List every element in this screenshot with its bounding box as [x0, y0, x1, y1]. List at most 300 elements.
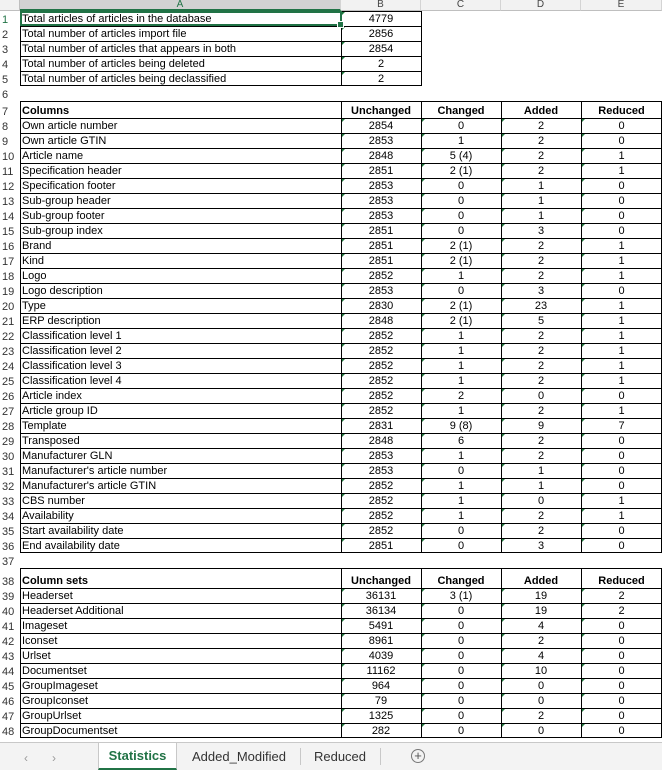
table-cell[interactable]: 4: [501, 618, 581, 633]
row-number[interactable]: 20: [2, 301, 15, 313]
row-number[interactable]: 10: [2, 151, 15, 163]
table-cell[interactable]: 1: [501, 193, 581, 208]
row-number[interactable]: 16: [2, 241, 15, 253]
table-cell[interactable]: 2: [501, 253, 581, 268]
sheet-row: [0, 448, 662, 463]
table-cell[interactable]: 5: [501, 313, 581, 328]
row-label[interactable]: Sub-group footer: [22, 210, 105, 222]
table-cell[interactable]: 0: [581, 618, 662, 633]
table-cell[interactable]: 0: [581, 448, 662, 463]
row-number[interactable]: 48: [2, 726, 15, 738]
table-cell[interactable]: 0: [581, 708, 662, 723]
table-cell[interactable]: 2851: [341, 163, 421, 178]
table-cell[interactable]: 0: [421, 648, 501, 663]
row-label[interactable]: Classification level 4: [22, 375, 122, 387]
table-cell[interactable]: 0: [581, 283, 662, 298]
row-label[interactable]: Article group ID: [22, 405, 98, 417]
table-cell[interactable]: 0: [581, 208, 662, 223]
row-label[interactable]: Specification footer: [22, 180, 116, 192]
table-cell[interactable]: 0: [501, 493, 581, 508]
sheet-row: [0, 723, 662, 738]
table-cell[interactable]: 0: [581, 133, 662, 148]
table-cell[interactable]: 2854: [341, 118, 421, 133]
table-cell[interactable]: 0: [581, 223, 662, 238]
table-header-col-b[interactable]: Unchanged: [351, 575, 411, 587]
row-label[interactable]: Transposed: [22, 435, 80, 447]
table-cell[interactable]: 2: [501, 268, 581, 283]
row-number[interactable]: 18: [2, 271, 15, 283]
table-header-col-c[interactable]: Changed: [437, 575, 485, 587]
row-label[interactable]: Sub-group index: [22, 225, 103, 237]
table-cell[interactable]: 2: [501, 238, 581, 253]
table-cell[interactable]: 0: [581, 463, 662, 478]
sheet-row: [0, 678, 662, 693]
table-cell[interactable]: 4: [501, 648, 581, 663]
row-number[interactable]: 1: [2, 14, 9, 26]
table-cell[interactable]: 2853: [341, 448, 421, 463]
row-label[interactable]: Classification level 3: [22, 360, 122, 372]
row-label[interactable]: Brand: [22, 240, 52, 252]
row-label[interactable]: Headerset: [22, 590, 73, 602]
table-cell[interactable]: 36134: [341, 603, 421, 618]
table-cell[interactable]: 2848: [341, 148, 421, 163]
row-label[interactable]: Sub-group header: [22, 195, 111, 207]
row-label[interactable]: ERP description: [22, 315, 101, 327]
table-cell[interactable]: 2848: [341, 433, 421, 448]
table-cell[interactable]: 0: [581, 678, 662, 693]
sheet-row: [0, 373, 662, 388]
tab-reduced[interactable]: Reduced: [313, 749, 367, 764]
table-cell[interactable]: 2852: [341, 358, 421, 373]
row-number[interactable]: 9: [2, 136, 9, 148]
table-cell[interactable]: 1: [501, 178, 581, 193]
row-label[interactable]: GroupUrlset: [22, 710, 82, 722]
row-number[interactable]: 32: [2, 481, 15, 493]
table-cell[interactable]: 3 (1): [421, 588, 501, 603]
row-label[interactable]: Kind: [22, 255, 45, 267]
table-cell[interactable]: 2852: [341, 493, 421, 508]
row-number[interactable]: 38: [2, 576, 15, 588]
row-label[interactable]: Article index: [22, 390, 82, 402]
table-cell[interactable]: 1: [421, 478, 501, 493]
table-header-col-d[interactable]: Added: [523, 575, 559, 587]
table-cell[interactable]: 1: [421, 358, 501, 373]
row-label[interactable]: Classification level 2: [22, 345, 122, 357]
row-label[interactable]: CBS number: [22, 495, 85, 507]
row-label[interactable]: Own article GTIN: [22, 135, 107, 147]
table-cell[interactable]: 1: [581, 163, 662, 178]
table-cell[interactable]: 1: [421, 328, 501, 343]
row-number[interactable]: 3: [2, 44, 9, 56]
row-number[interactable]: 6: [2, 89, 9, 101]
table-cell[interactable]: 2 (1): [421, 163, 501, 178]
table-cell[interactable]: 0: [421, 193, 501, 208]
table-cell[interactable]: 2: [501, 358, 581, 373]
row-number[interactable]: 19: [2, 286, 15, 298]
table-cell[interactable]: 2830: [341, 298, 421, 313]
table-cell[interactable]: 2831: [341, 418, 421, 433]
summary-value[interactable]: 2: [341, 71, 421, 86]
row-number[interactable]: 14: [2, 211, 15, 223]
table-cell[interactable]: 0: [421, 603, 501, 618]
row-number[interactable]: 27: [2, 406, 15, 418]
table-cell[interactable]: 1: [421, 268, 501, 283]
sheet-row: [0, 708, 662, 723]
table-cell[interactable]: 1: [421, 403, 501, 418]
column-header-c[interactable]: C: [421, 0, 501, 11]
sheet-row: [0, 238, 662, 253]
row-label[interactable]: Iconset: [22, 635, 58, 647]
table-cell[interactable]: 0: [581, 523, 662, 538]
table-cell[interactable]: 2: [501, 328, 581, 343]
table-cell[interactable]: 2: [501, 403, 581, 418]
table-cell[interactable]: 2: [501, 633, 581, 648]
table-cell[interactable]: 1: [501, 208, 581, 223]
sheet-row: [0, 133, 662, 148]
sheet-tab-bar: [0, 742, 662, 770]
table-cell[interactable]: 2: [501, 448, 581, 463]
column-header-d[interactable]: D: [501, 0, 581, 11]
row-label[interactable]: Manufacturer GLN: [22, 450, 113, 462]
table-cell[interactable]: 0: [421, 663, 501, 678]
table-cell[interactable]: 0: [421, 118, 501, 133]
column-header-e[interactable]: E: [581, 0, 662, 11]
row-label[interactable]: Headerset Additional: [22, 605, 124, 617]
table-header-col-d[interactable]: Added: [523, 105, 559, 117]
summary-label[interactable]: Total number of articles being declassified: [22, 73, 227, 85]
table-cell[interactable]: 1: [421, 343, 501, 358]
row-label[interactable]: Type: [22, 300, 46, 312]
table-cell[interactable]: 2853: [341, 178, 421, 193]
row-number[interactable]: 4: [2, 59, 9, 71]
table-cell[interactable]: 2 (1): [421, 238, 501, 253]
table-cell[interactable]: 2852: [341, 388, 421, 403]
row-number[interactable]: 12: [2, 181, 15, 193]
row-number[interactable]: 43: [2, 651, 15, 663]
chevron-right-icon[interactable]: ›: [52, 751, 56, 765]
column-header-b[interactable]: B: [341, 0, 421, 11]
row-number[interactable]: 22: [2, 331, 15, 343]
table-cell[interactable]: 2: [581, 603, 662, 618]
row-number[interactable]: 36: [2, 541, 15, 553]
table-cell[interactable]: 2: [501, 373, 581, 388]
table-cell[interactable]: 1: [581, 358, 662, 373]
table-cell[interactable]: 19: [501, 603, 581, 618]
table-cell[interactable]: 1: [581, 253, 662, 268]
table-cell[interactable]: 2: [501, 433, 581, 448]
row-number[interactable]: 45: [2, 681, 15, 693]
row-label[interactable]: Start availability date: [22, 525, 124, 537]
table-cell[interactable]: 0: [501, 723, 581, 738]
row-number[interactable]: 21: [2, 316, 15, 328]
table-cell[interactable]: 0: [581, 478, 662, 493]
row-number[interactable]: 42: [2, 636, 15, 648]
table-cell[interactable]: 9 (8): [421, 418, 501, 433]
sheet-row: [0, 283, 662, 298]
table-cell[interactable]: 0: [421, 178, 501, 193]
sheet-row: [0, 313, 662, 328]
table-cell[interactable]: 0: [581, 633, 662, 648]
row-label[interactable]: Logo: [22, 270, 47, 282]
row-label[interactable]: GroupImageset: [22, 680, 98, 692]
summary-value[interactable]: 2: [341, 56, 421, 71]
row-number[interactable]: 15: [2, 226, 15, 238]
row-number[interactable]: 37: [2, 556, 15, 568]
table-cell[interactable]: 0: [581, 193, 662, 208]
table-header-col-e[interactable]: Reduced: [598, 105, 645, 117]
row-label[interactable]: Imageset: [22, 620, 68, 632]
sheet-row: [0, 41, 662, 56]
table-cell[interactable]: 0: [501, 678, 581, 693]
table-cell[interactable]: 0: [581, 538, 662, 553]
table-cell[interactable]: 2: [421, 388, 501, 403]
row-label[interactable]: Urlset: [22, 650, 51, 662]
row-label[interactable]: End availability date: [22, 540, 120, 552]
table-cell[interactable]: 1: [421, 373, 501, 388]
tab-separator: [380, 748, 381, 765]
table-cell[interactable]: 1: [581, 313, 662, 328]
table-cell[interactable]: 0: [581, 118, 662, 133]
table-cell[interactable]: 0: [421, 618, 501, 633]
row-number[interactable]: 39: [2, 591, 15, 603]
table-cell[interactable]: 1: [581, 148, 662, 163]
table-cell[interactable]: 5 (4): [421, 148, 501, 163]
table-cell[interactable]: 1: [501, 463, 581, 478]
sheet-row: [0, 508, 662, 523]
table-cell[interactable]: 2852: [341, 373, 421, 388]
table-cell[interactable]: 0: [581, 648, 662, 663]
table-cell[interactable]: 0: [421, 633, 501, 648]
table-cell[interactable]: 2851: [341, 538, 421, 553]
table-cell[interactable]: 2 (1): [421, 253, 501, 268]
column-header-a[interactable]: A: [20, 0, 341, 11]
row-number[interactable]: 11: [2, 166, 14, 178]
row-label[interactable]: Manufacturer's article number: [22, 465, 168, 477]
table-cell[interactable]: 0: [421, 538, 501, 553]
row-label[interactable]: Availability: [22, 510, 74, 522]
table-cell[interactable]: 2: [501, 343, 581, 358]
table-cell[interactable]: 0: [581, 723, 662, 738]
table-cell[interactable]: 2852: [341, 343, 421, 358]
table-cell[interactable]: 1: [581, 298, 662, 313]
table-cell[interactable]: 0: [421, 283, 501, 298]
row-label[interactable]: Manufacturer's article GTIN: [22, 480, 157, 492]
table-cell[interactable]: 2851: [341, 253, 421, 268]
table-cell[interactable]: 7: [581, 418, 662, 433]
table-cell[interactable]: 0: [421, 463, 501, 478]
table-header-col-c[interactable]: Changed: [437, 105, 485, 117]
row-number[interactable]: 29: [2, 436, 15, 448]
table-cell[interactable]: 1: [581, 493, 662, 508]
table-cell[interactable]: 2: [501, 148, 581, 163]
table-cell[interactable]: 0: [581, 693, 662, 708]
sheet-row: [0, 538, 662, 553]
table-cell[interactable]: 0: [421, 208, 501, 223]
row-number[interactable]: 47: [2, 711, 15, 723]
row-label[interactable]: Specification header: [22, 165, 122, 177]
table-cell[interactable]: 8961: [341, 633, 421, 648]
row-label[interactable]: Own article number: [22, 120, 118, 132]
table-cell[interactable]: 0: [501, 388, 581, 403]
table-cell[interactable]: 0: [421, 723, 501, 738]
table-cell[interactable]: 1: [421, 133, 501, 148]
table-header-label[interactable]: Columns: [22, 105, 70, 117]
table-cell[interactable]: 2852: [341, 523, 421, 538]
table-cell[interactable]: 1: [421, 508, 501, 523]
table-cell[interactable]: 5491: [341, 618, 421, 633]
sheet-row: [0, 568, 662, 588]
sheet-row: [0, 71, 662, 86]
table-cell[interactable]: 0: [581, 178, 662, 193]
table-cell[interactable]: 1: [581, 343, 662, 358]
sheet-row: [0, 298, 662, 313]
table-cell[interactable]: 6: [421, 433, 501, 448]
table-cell[interactable]: 2852: [341, 403, 421, 418]
table-cell[interactable]: 0: [581, 388, 662, 403]
table-cell[interactable]: 0: [581, 433, 662, 448]
summary-label[interactable]: Total number of articles import file: [22, 28, 187, 40]
row-label[interactable]: GroupIconset: [22, 695, 89, 707]
row-number[interactable]: 2: [2, 29, 9, 41]
table-cell[interactable]: 0: [421, 693, 501, 708]
table-cell[interactable]: 2851: [341, 223, 421, 238]
table-cell[interactable]: 2 (1): [421, 313, 501, 328]
row-number[interactable]: 13: [2, 196, 15, 208]
sheet-row: [0, 478, 662, 493]
table-cell[interactable]: 2: [501, 508, 581, 523]
table-cell[interactable]: 2: [501, 163, 581, 178]
row-number[interactable]: 41: [2, 621, 15, 633]
sheet-row: [0, 328, 662, 343]
table-header-col-e[interactable]: Reduced: [598, 575, 645, 587]
row-label[interactable]: Article name: [22, 150, 84, 162]
summary-label[interactable]: Total number of articles being deleted: [22, 58, 205, 70]
table-cell[interactable]: 2853: [341, 193, 421, 208]
table-cell[interactable]: 0: [421, 678, 501, 693]
row-number[interactable]: 28: [2, 421, 15, 433]
row-number[interactable]: 7: [2, 106, 9, 118]
row-number[interactable]: 31: [2, 466, 15, 478]
sheet-row: [0, 343, 662, 358]
row-number[interactable]: 24: [2, 361, 15, 373]
summary-label[interactable]: Total number of articles that appears in both: [22, 43, 237, 55]
row-label[interactable]: Logo description: [22, 285, 103, 297]
table-cell[interactable]: 79: [341, 693, 421, 708]
row-number[interactable]: 23: [2, 346, 15, 358]
table-cell[interactable]: 0: [421, 523, 501, 538]
row-number[interactable]: 46: [2, 696, 15, 708]
row-number[interactable]: 25: [2, 376, 15, 388]
table-cell[interactable]: 3: [501, 283, 581, 298]
row-number[interactable]: 5: [2, 74, 9, 86]
table-cell[interactable]: 36131: [341, 588, 421, 603]
summary-label[interactable]: Total articles of articles in the database: [22, 13, 212, 25]
table-cell[interactable]: 2852: [341, 328, 421, 343]
table-cell[interactable]: 2853: [341, 133, 421, 148]
row-label[interactable]: GroupDocumentset: [22, 725, 118, 737]
table-cell[interactable]: 0: [501, 693, 581, 708]
row-number[interactable]: 40: [2, 606, 15, 618]
row-number[interactable]: 17: [2, 256, 15, 268]
row-label[interactable]: Template: [22, 420, 67, 432]
table-cell[interactable]: 1: [421, 448, 501, 463]
table-cell[interactable]: 1: [581, 268, 662, 283]
table-cell[interactable]: 2852: [341, 508, 421, 523]
table-header-label[interactable]: Column sets: [22, 575, 89, 587]
table-cell[interactable]: 1: [581, 403, 662, 418]
table-cell[interactable]: 2853: [341, 283, 421, 298]
row-number[interactable]: 33: [2, 496, 15, 508]
table-cell[interactable]: 2853: [341, 208, 421, 223]
table-cell[interactable]: 3: [501, 223, 581, 238]
table-cell[interactable]: 19: [501, 588, 581, 603]
row-number[interactable]: 35: [2, 526, 15, 538]
table-cell[interactable]: 10: [501, 663, 581, 678]
table-cell[interactable]: 0: [421, 708, 501, 723]
table-cell[interactable]: 2848: [341, 313, 421, 328]
row-number[interactable]: 34: [2, 511, 15, 523]
table-cell[interactable]: 1: [581, 373, 662, 388]
table-cell[interactable]: 0: [581, 663, 662, 678]
table-cell[interactable]: 2851: [341, 238, 421, 253]
table-header-col-b[interactable]: Unchanged: [351, 105, 411, 117]
table-cell[interactable]: 23: [501, 298, 581, 313]
row-number[interactable]: 26: [2, 391, 15, 403]
table-cell[interactable]: 9: [501, 418, 581, 433]
sheet-row: [0, 403, 662, 418]
table-cell[interactable]: 282: [341, 723, 421, 738]
select-all-corner[interactable]: [0, 0, 20, 11]
sheet-row: [0, 268, 662, 283]
row-number[interactable]: 44: [2, 666, 15, 678]
table-cell[interactable]: 2852: [341, 478, 421, 493]
row-number[interactable]: 8: [2, 121, 9, 133]
sheet-row: [0, 553, 662, 568]
table-cell[interactable]: 2: [581, 588, 662, 603]
summary-value[interactable]: 2856: [341, 26, 421, 41]
tab-added-modified[interactable]: Added_Modified: [192, 749, 286, 764]
chevron-left-icon[interactable]: ‹: [24, 751, 28, 765]
table-cell[interactable]: 2 (1): [421, 298, 501, 313]
table-cell[interactable]: 1: [581, 328, 662, 343]
table-cell[interactable]: 964: [341, 678, 421, 693]
table-cell[interactable]: 2: [501, 118, 581, 133]
plus-circle-icon[interactable]: +: [411, 749, 425, 763]
table-cell[interactable]: 0: [421, 223, 501, 238]
table-cell[interactable]: 2853: [341, 463, 421, 478]
row-number[interactable]: 30: [2, 451, 15, 463]
table-cell[interactable]: 2: [501, 523, 581, 538]
tab-statistics[interactable]: Statistics: [98, 743, 177, 770]
summary-value[interactable]: 4779: [341, 11, 421, 26]
row-label[interactable]: Classification level 1: [22, 330, 122, 342]
table-cell[interactable]: 2: [501, 708, 581, 723]
sheet-row: [0, 223, 662, 238]
row-label[interactable]: Documentset: [22, 665, 87, 677]
table-cell[interactable]: 1: [581, 508, 662, 523]
table-cell[interactable]: 4039: [341, 648, 421, 663]
summary-value[interactable]: 2854: [341, 41, 421, 56]
table-cell[interactable]: 1: [421, 493, 501, 508]
table-cell[interactable]: 3: [501, 538, 581, 553]
tab-separator: [300, 748, 301, 765]
table-cell[interactable]: 1: [581, 238, 662, 253]
table-cell[interactable]: 11162: [341, 663, 421, 678]
table-cell[interactable]: 2: [501, 133, 581, 148]
table-cell[interactable]: 1: [501, 478, 581, 493]
table-cell[interactable]: 1325: [341, 708, 421, 723]
table-cell[interactable]: 2852: [341, 268, 421, 283]
